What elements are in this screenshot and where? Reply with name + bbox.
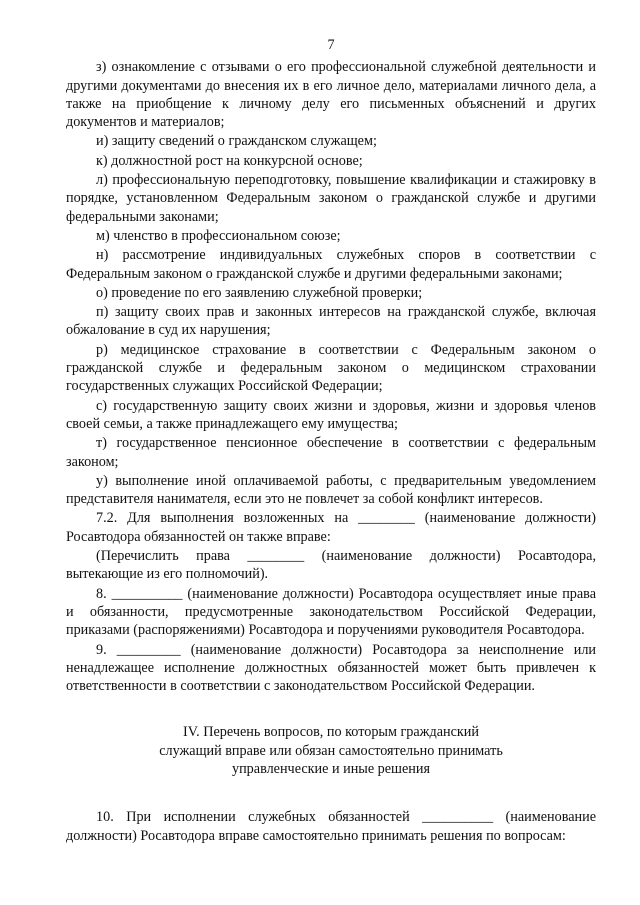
paragraph-k: к) должностной рост на конкурсной основе; <box>96 152 363 169</box>
paragraph-t: т) государственное пенсионное обеспечение в соответствии с федеральным законом; <box>66 435 596 470</box>
paragraph-l: л) профессиональную переподготовку, повышение квалификации и стажировку в порядке, установленном Федеральным законом о гражданской службе и другими федеральными законами; <box>66 172 596 225</box>
paragraph-rights-list: (Перечислить права ________ (наименование должности) Росавтодора, вытекающие из его полномочий). <box>66 548 596 583</box>
paragraph-o: о) проведение по его заявлению служебной проверки; <box>96 284 423 301</box>
page-number: 7 <box>327 37 335 53</box>
document-page <box>66 36 596 846</box>
section-heading-line-3: управленческие и иные решения <box>232 760 430 777</box>
paragraph-8: 8. __________ (наименование должности) Росавтодора осуществляет иные права и обязанности, предусмотренные законодательством Российской Федерации, приказами (распоряжениями) Росавтодора и поручениями руководителя Росавтодора. <box>66 585 596 639</box>
paragraph-p: п) защиту своих прав и законных интересов на гражданской службе, включая обжалование в суд их нарушения; <box>66 304 596 339</box>
paragraph-9: 9. _________ (наименование должности) Росавтодора за неисполнение или ненадлежащее исполнение должностных обязанностей может быть привлечен к ответственности в соответствии с законодательством Российской Федерации. <box>66 641 596 695</box>
paragraph-10: 10. При исполнении служебных обязанностей __________ (наименование должности) Росавтодора вправе самостоятельно принимать решения по вопросам: <box>66 809 596 844</box>
paragraph-r: р) медицинское страхование в соответствии с Федеральным законом о гражданской службе и федеральным законом о медицинском страховании государственных служащих Российской Федерации; <box>66 341 596 395</box>
paragraph-n: н) рассмотрение индивидуальных служебных споров в соответствии с Федеральным законом о гражданской службе и другими федеральными законами; <box>66 247 596 282</box>
paragraph-m: м) членство в профессиональном союзе; <box>96 227 341 244</box>
paragraph-z: з) ознакомление с отзывами о его профессиональной служебной деятельности и другими документами до внесения их в его личное дело, материалами личного дела, а также на приобщение к личному делу его письменных объяснений и других документов и материалов; <box>66 59 596 131</box>
paragraph-s: с) государственную защиту своих жизни и здоровья, жизни и здоровья членов своей семьи, а также принадлежащего ему имущества; <box>66 397 596 432</box>
paragraph-7-2: 7.2. Для выполнения возложенных на ________ (наименование должности) Росавтодора обязанностей он также вправе: <box>66 510 596 545</box>
section-heading-line-2: служащий вправе или обязан самостоятельно принимать <box>159 742 503 759</box>
paragraph-u: у) выполнение иной оплачиваемой работы, с предварительным уведомлением представителя нанимателя, если это не повлечет за собой конфликт интересов. <box>66 472 596 508</box>
section-heading <box>66 723 596 778</box>
paragraph-i: и) защиту сведений о гражданском служащем; <box>96 133 377 150</box>
section-heading-line-1: IV. Перечень вопросов, по которым гражданский <box>183 724 479 741</box>
